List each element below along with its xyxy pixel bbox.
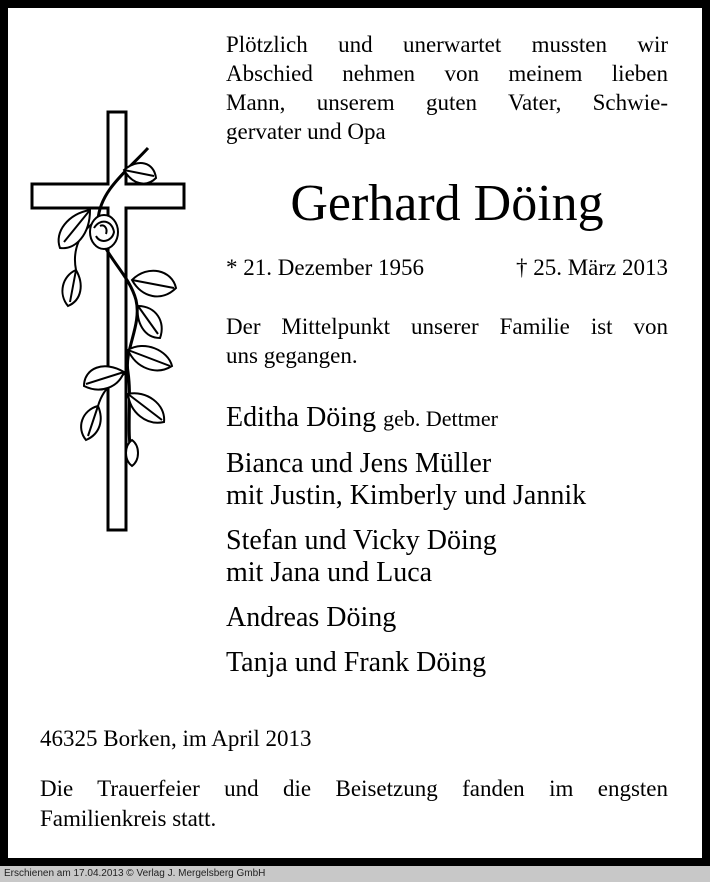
mourner-group (226, 647, 686, 679)
funeral-notice (40, 774, 668, 834)
mourner-line: mit Justin, Kimberly und Jannik (226, 480, 587, 511)
notice-line: Familienkreis statt. (40, 806, 217, 831)
intro-line: gervater und Opa (226, 119, 386, 144)
family-statement (226, 312, 668, 370)
intro-line: Plötzlich und unerwartet mussten wir (226, 32, 668, 57)
mourner-line: Bianca und Jens Müller (226, 448, 492, 479)
notice-line: Die Trauerfeier und die Beisetzung fanden im engsten (40, 776, 668, 801)
mourner-group (226, 448, 686, 512)
intro-text (226, 30, 668, 146)
mourner-line: mit Jana und Luca (226, 557, 433, 588)
mourner-wife (226, 402, 686, 435)
mourners-list (226, 402, 686, 692)
deceased-name: Gerhard Döing (290, 175, 604, 232)
publication-footer: Erschienen am 17.04.2013 © Verlag J. Mergelsberg GmbH (0, 866, 710, 882)
place-and-date: 46325 Borken, im April 2013 (40, 726, 312, 751)
statement-line: Der Mittelpunkt unserer Familie ist von (226, 314, 668, 339)
intro-line: Mann, unserem guten Vater, Schwie- (226, 90, 668, 115)
wife-maiden-name: geb. Dettmer (383, 406, 498, 431)
wife-name: Editha Döing (226, 402, 377, 433)
mourner-group (226, 602, 686, 634)
statement-line: uns gegangen. (226, 343, 358, 368)
mourner-group (226, 525, 686, 589)
life-dates (226, 254, 668, 282)
mourner-line: Andreas Döing (226, 602, 397, 633)
cross-with-rose-icon (28, 110, 188, 535)
death-date: † 25. März 2013 (515, 255, 668, 280)
mourner-line: Stefan und Vicky Döing (226, 525, 497, 556)
intro-line: Abschied nehmen von meinem lieben (226, 61, 668, 86)
birth-date: * 21. Dezember 1956 (226, 255, 424, 280)
mourner-line: Tanja und Frank Döing (226, 647, 487, 678)
